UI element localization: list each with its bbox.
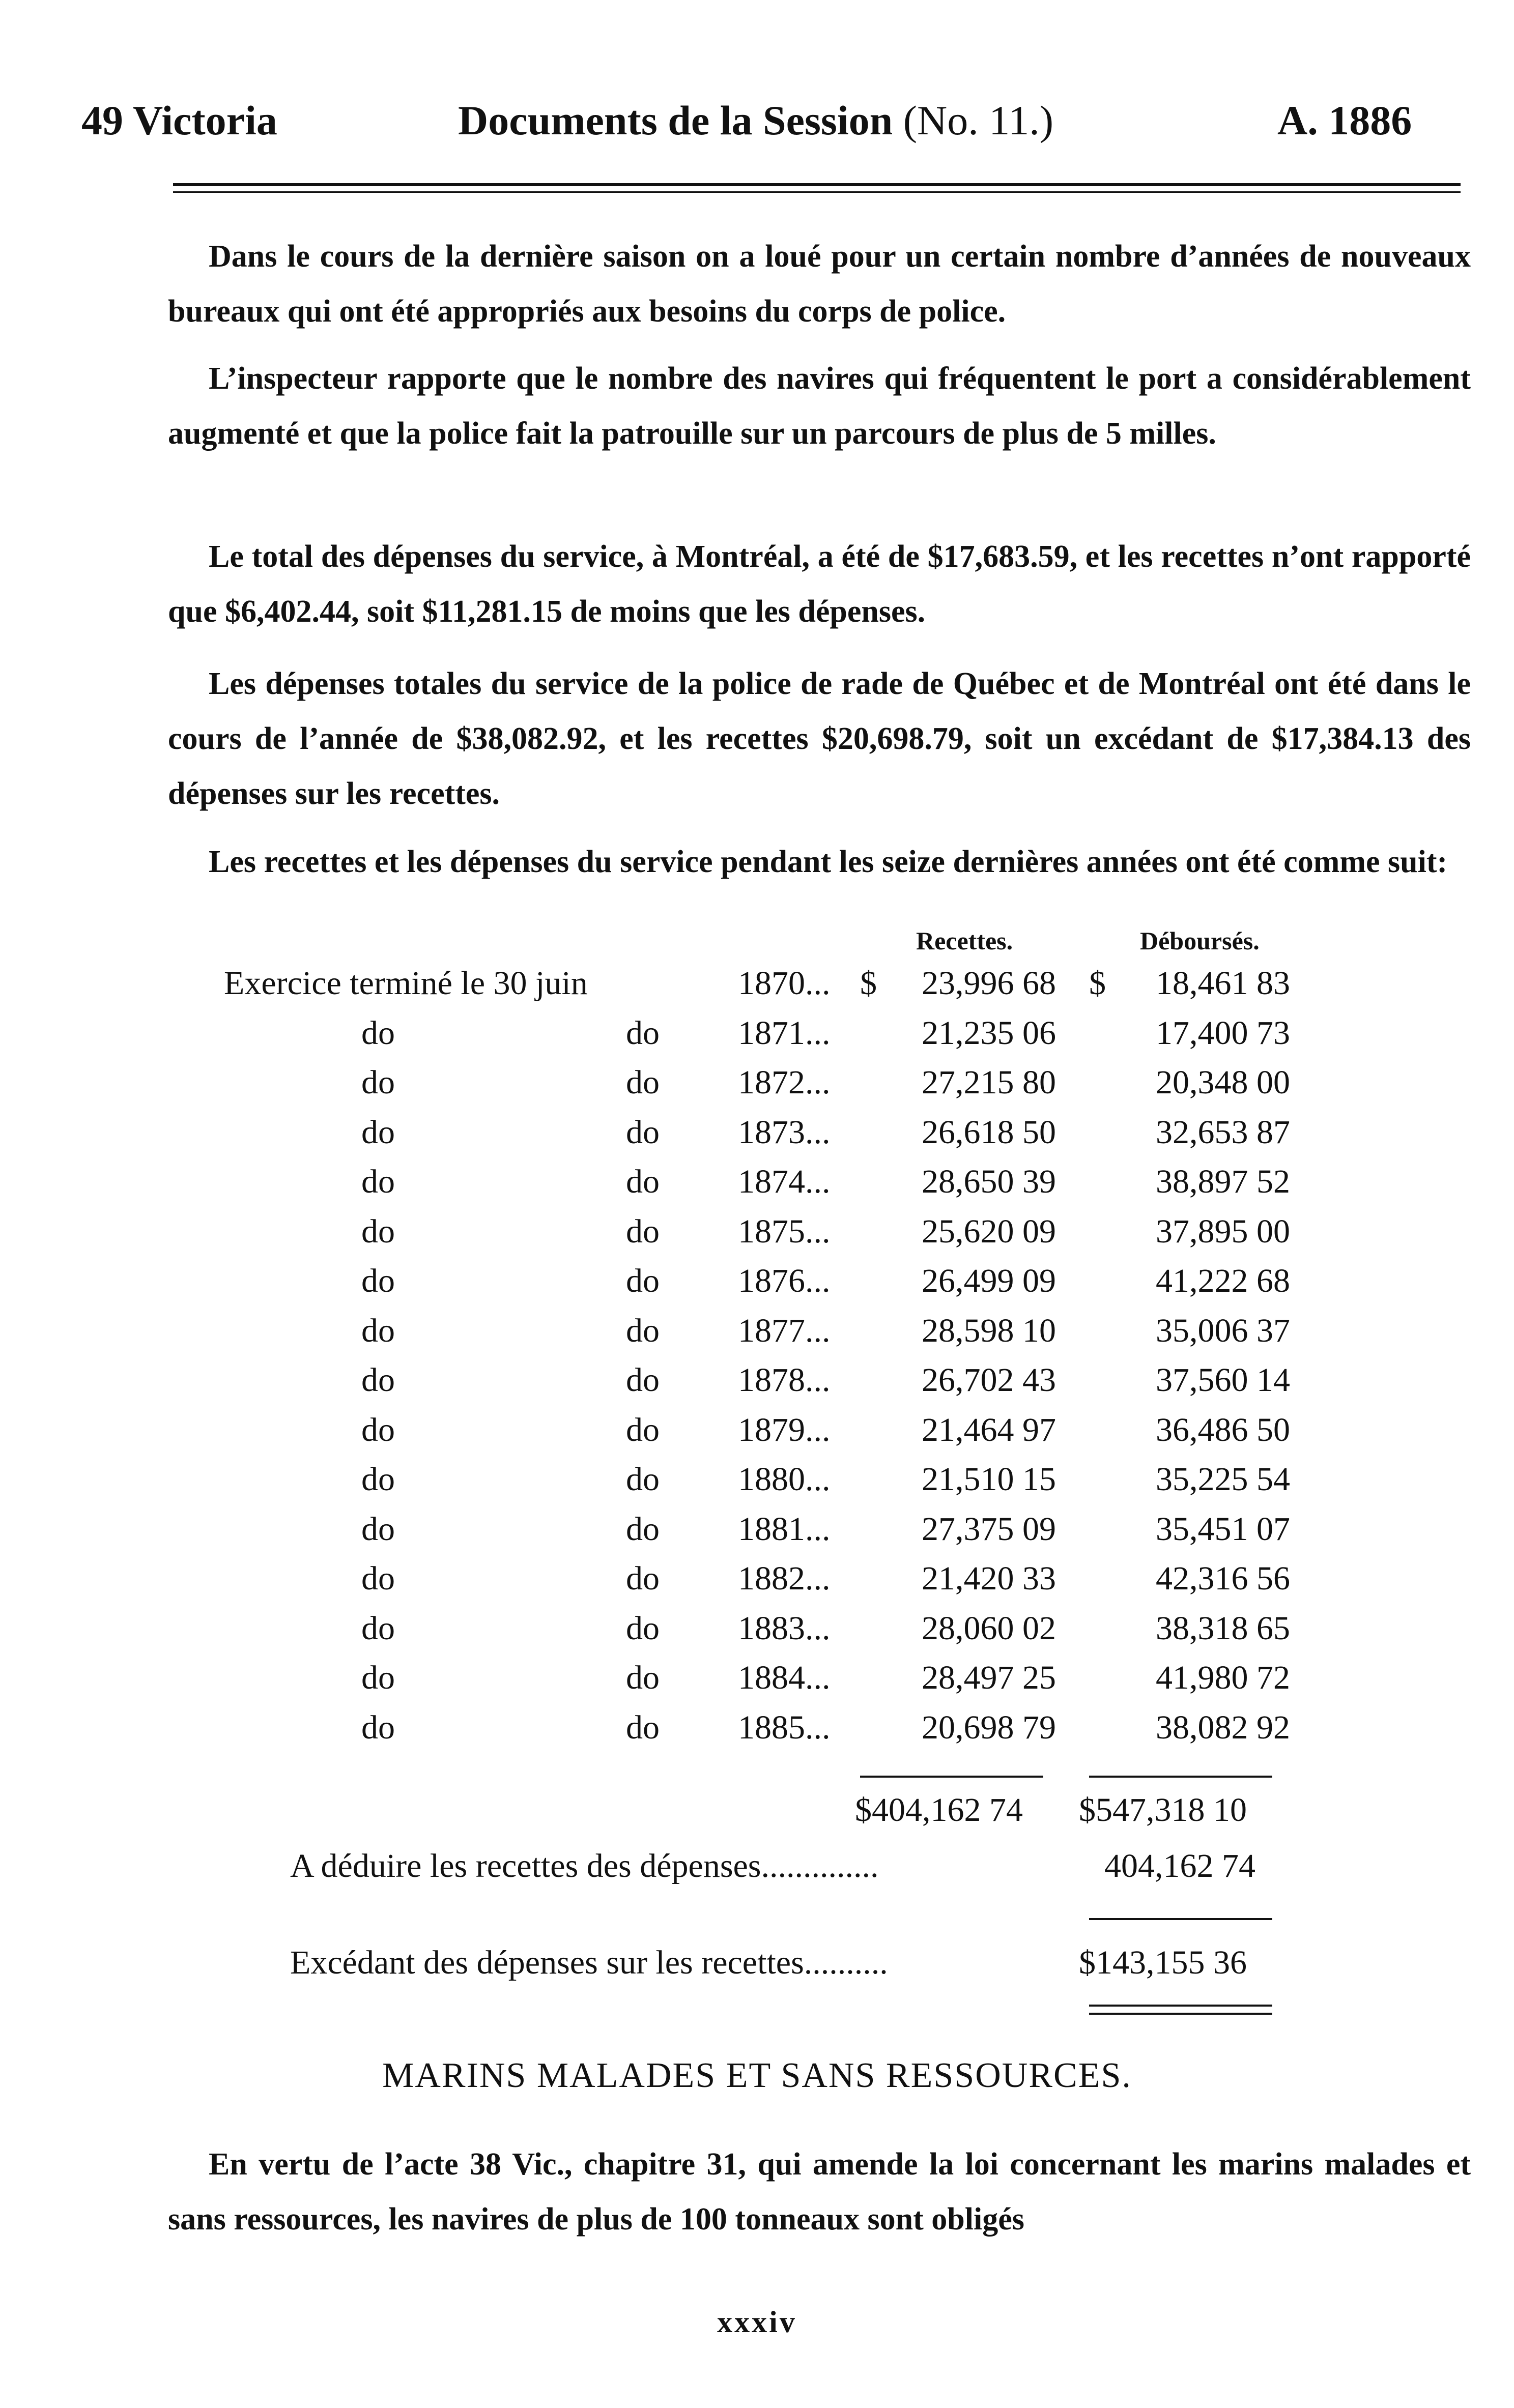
- table-row: [0, 1212, 1514, 1261]
- ditto-mark: do: [626, 1659, 660, 1696]
- debourses-cell: 38,318 65: [1156, 1609, 1290, 1647]
- ditto-mark: do: [361, 1064, 395, 1101]
- table-row: [0, 1510, 1514, 1559]
- year-cell: 1881...: [738, 1510, 831, 1548]
- year-cell: 1882...: [738, 1560, 831, 1597]
- section-title: MARINS MALADES ET SANS RESSOURCES.: [382, 2056, 1132, 2095]
- debourses-cell: 36,486 50: [1156, 1411, 1290, 1448]
- page-number: xxxiv: [717, 2305, 797, 2339]
- table-row: [0, 1113, 1514, 1162]
- table-row: [0, 1262, 1514, 1311]
- recettes-cell: 21,464 97: [922, 1411, 1056, 1448]
- year-cell: 1883...: [738, 1609, 831, 1647]
- header-title: [458, 97, 1053, 144]
- recettes-cell: 26,702 43: [922, 1361, 1056, 1399]
- ditto-mark: do: [361, 1510, 395, 1548]
- table-row: [0, 1609, 1514, 1658]
- recettes-cell: 27,375 09: [922, 1510, 1056, 1548]
- debourses-cell: 38,897 52: [1156, 1163, 1290, 1200]
- double-rule-top: [1089, 2005, 1272, 2007]
- total-recettes: $404,162 74: [855, 1791, 1023, 1829]
- table-row: [0, 1460, 1514, 1509]
- year-cell: 1871...: [738, 1014, 831, 1052]
- recettes-cell: 27,215 80: [922, 1064, 1056, 1101]
- debourses-cell: 17,400 73: [1156, 1014, 1290, 1052]
- debourses-cell: 37,895 00: [1156, 1212, 1290, 1250]
- ditto-mark: do: [361, 1312, 395, 1349]
- double-rule-bottom: [1089, 2013, 1272, 2015]
- deduct-value: 404,162 74: [1104, 1847, 1255, 1884]
- table-row: [0, 1411, 1514, 1460]
- paragraph-montreal: Le total des dépenses du service, à Montréal, a été de $17,683.59, et les recettes n’ont rapporté que $6,402.44, soit $11,281.15 de moins que les dépenses.: [168, 539, 1471, 629]
- debourses-cell: 20,348 00: [1156, 1064, 1290, 1101]
- year-cell: 1884...: [738, 1659, 831, 1696]
- ditto-mark: do: [626, 1708, 660, 1746]
- year-cell: 1873...: [738, 1113, 831, 1151]
- ditto-mark: do: [361, 1361, 395, 1399]
- recettes-cell: 23,996 68: [922, 965, 1056, 1002]
- header-number: (No. 11.): [903, 97, 1054, 143]
- excess-value: $143,155 36: [1079, 1944, 1247, 1981]
- table-row: [0, 1559, 1514, 1608]
- column-header-recettes: Recettes.: [916, 926, 1013, 955]
- table-row: [0, 1361, 1514, 1410]
- recettes-cell: 21,420 33: [922, 1560, 1056, 1597]
- debourses-cell: 35,451 07: [1156, 1510, 1290, 1548]
- total-debourses: $547,318 10: [1079, 1791, 1247, 1829]
- paragraph-intro-tableau: Les recettes et les dépenses du service pendant les seize dernières années ont été comme suit:: [209, 845, 1448, 879]
- paragraph-depenses-totales: Les dépenses totales du service de la police de rade de Québec et de Montréal ont été dans le cours de l’année de $38,082.92, et les recettes $20,698.79, soit un excédant de $17,384.13 des dépenses sur les recettes.: [168, 666, 1471, 811]
- year-cell: 1885...: [738, 1708, 831, 1746]
- ditto-mark: do: [626, 1262, 660, 1299]
- ditto-mark: do: [626, 1064, 660, 1101]
- ditto-mark: do: [626, 1212, 660, 1250]
- paragraph-bureaux: Dans le cours de la dernière saison on a loué pour un certain nombre d’années de nouveaux bureaux qui ont été appropriés aux besoins du corps de police.: [168, 239, 1471, 329]
- ditto-mark: do: [626, 1163, 660, 1200]
- row-label: Exercice terminé le 30 juin: [224, 965, 588, 1002]
- recettes-cell: 28,598 10: [922, 1312, 1056, 1349]
- ditto-mark: do: [361, 1262, 395, 1299]
- year-cell: 1872...: [738, 1064, 831, 1101]
- year-cell: 1875...: [738, 1212, 831, 1250]
- ditto-mark: do: [361, 1113, 395, 1151]
- debourses-cell: 42,316 56: [1156, 1560, 1290, 1597]
- paragraph-inspecteur: L’inspecteur rapporte que le nombre des navires qui fréquentent le port a considérablement augmenté et que la police fait la patrouille sur un parcours de plus de 5 milles.: [168, 361, 1471, 451]
- recettes-cell: 21,235 06: [922, 1014, 1056, 1052]
- ditto-mark: do: [361, 1411, 395, 1448]
- ditto-mark: do: [626, 1411, 660, 1448]
- header-rule-thin: [173, 191, 1461, 193]
- ditto-mark: do: [626, 1461, 660, 1498]
- ditto-mark: do: [626, 1014, 660, 1052]
- recettes-cell: 25,620 09: [922, 1212, 1056, 1250]
- ditto-mark: do: [361, 1212, 395, 1250]
- table-row: [0, 1063, 1514, 1112]
- ditto-mark: do: [361, 1163, 395, 1200]
- debourses-cell: 41,980 72: [1156, 1659, 1290, 1696]
- recettes-cell: 26,499 09: [922, 1262, 1056, 1299]
- debourses-cell: 18,461 83: [1156, 965, 1290, 1002]
- dollar-sign: $: [1089, 965, 1106, 1002]
- recettes-cell: 21,510 15: [922, 1461, 1056, 1498]
- sum-rule-recettes: [860, 1776, 1043, 1778]
- header-session: 49 Victoria: [81, 97, 277, 143]
- recettes-cell: 26,618 50: [922, 1113, 1056, 1151]
- ditto-mark: do: [361, 1014, 395, 1052]
- deduct-label: A déduire les recettes des dépenses..............: [290, 1847, 879, 1884]
- ditto-mark: do: [626, 1312, 660, 1349]
- table-row: [0, 964, 1514, 1013]
- ditto-mark: do: [361, 1659, 395, 1696]
- sum-rule-debourses: [1089, 1776, 1272, 1778]
- debourses-cell: 32,653 87: [1156, 1113, 1290, 1151]
- ditto-mark: do: [361, 1609, 395, 1647]
- ditto-mark: do: [626, 1113, 660, 1151]
- recettes-cell: 28,060 02: [922, 1609, 1056, 1647]
- year-cell: 1874...: [738, 1163, 831, 1200]
- year-cell: 1877...: [738, 1312, 831, 1349]
- year-cell: 1876...: [738, 1262, 831, 1299]
- year-cell: 1870...: [738, 965, 831, 1002]
- paragraph-marins: En vertu de l’acte 38 Vic., chapitre 31, qui amende la loi concernant les marins malades et sans ressources, les navires de plus de 100 tonneaux sont obligés: [168, 2147, 1471, 2237]
- table-row: [0, 1163, 1514, 1211]
- dollar-sign: $: [860, 965, 877, 1002]
- ditto-mark: do: [361, 1461, 395, 1498]
- debourses-cell: 35,225 54: [1156, 1461, 1290, 1498]
- ditto-mark: do: [361, 1560, 395, 1597]
- header-rule: [173, 183, 1461, 186]
- year-cell: 1878...: [738, 1361, 831, 1399]
- ditto-mark: do: [361, 1708, 395, 1746]
- debourses-cell: 41,222 68: [1156, 1262, 1290, 1299]
- table-row: [0, 1659, 1514, 1707]
- recettes-cell: 20,698 79: [922, 1708, 1056, 1746]
- debourses-cell: 35,006 37: [1156, 1312, 1290, 1349]
- year-cell: 1879...: [738, 1411, 831, 1448]
- sum-rule-deduct: [1089, 1918, 1272, 1920]
- debourses-cell: 37,560 14: [1156, 1361, 1290, 1399]
- header-year: A. 1886: [1277, 97, 1412, 143]
- table-row: [0, 1014, 1514, 1063]
- ditto-mark: do: [626, 1560, 660, 1597]
- ditto-mark: do: [626, 1361, 660, 1399]
- table-row: [0, 1708, 1514, 1757]
- debourses-cell: 38,082 92: [1156, 1708, 1290, 1746]
- year-cell: 1880...: [738, 1461, 831, 1498]
- ditto-mark: do: [626, 1609, 660, 1647]
- recettes-cell: 28,650 39: [922, 1163, 1056, 1200]
- ditto-mark: do: [626, 1510, 660, 1548]
- table-row: [0, 1312, 1514, 1360]
- recettes-cell: 28,497 25: [922, 1659, 1056, 1696]
- column-header-debourses: Déboursés.: [1140, 926, 1260, 955]
- header-title-text: Documents de la Session: [458, 97, 893, 143]
- excess-label: Excédant des dépenses sur les recettes..........: [290, 1944, 888, 1981]
